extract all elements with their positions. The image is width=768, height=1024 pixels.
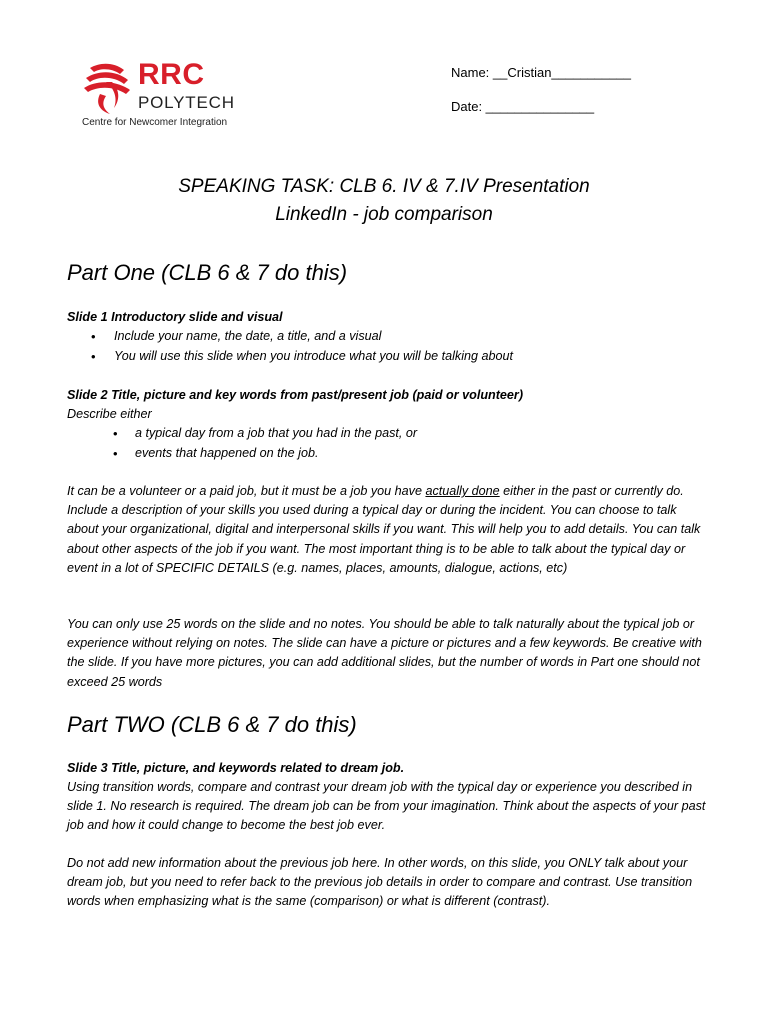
slide2-bullet-list — [135, 424, 715, 463]
rrc-logo-mark-icon — [80, 58, 138, 116]
slide2-paragraph-1 — [67, 482, 707, 578]
paragraph-text: It can be a volunteer or a paid job, but it must be a job you have — [67, 484, 426, 498]
document-title: SPEAKING TASK: CLB 6. IV & 7.IV Presentation — [178, 176, 590, 197]
slide2-title: Slide 2 Title, picture and key words from past/present job (paid or volunteer) — [67, 388, 524, 402]
list-item: • Include your name, the date, a title, and a visual — [114, 327, 714, 347]
slide1-bullet-list — [114, 327, 714, 366]
logo-subtitle: POLYTECH — [138, 93, 235, 112]
part-two-heading: Part TWO (CLB 6 & 7 do this) — [67, 712, 357, 737]
part-one-heading: Part One (CLB 6 & 7 do this) — [67, 260, 348, 285]
slide3-title: Slide 3 Title, picture, and keywords related to dream job. — [67, 761, 405, 775]
rrc-polytech-logo — [80, 58, 240, 132]
date-field: Date: _______________ — [451, 99, 595, 114]
slide2-intro: Describe either — [67, 407, 152, 421]
list-item: • events that happened on the job. — [135, 444, 715, 464]
logo-wordmark: RRC — [138, 58, 205, 91]
list-item: • a typical day from a job that you had in the past, or — [135, 424, 715, 444]
slide2-paragraph-2: You can only use 25 words on the slide and no notes. You should be able to talk naturally about the typical job or experience without relying on notes. The slide can have a picture or pictures and a few keywords. Be creative with the slide. If you have more pictures, you can add additional slides, but the number of words in Part one should not exceed 25 words — [67, 617, 702, 689]
list-item: • You will use this slide when you introduce what you will be talking about — [114, 347, 714, 367]
underlined-text: actually done — [425, 484, 500, 498]
name-field: Name: __Cristian___________ — [451, 65, 631, 80]
slide3-paragraph-1: Using transition words, compare and contrast your dream job with the typical day or experience you described in slide 1. No research is required. The dream job can be from your imagination. Think about the aspects of your past job and how it could change to become the best job ever. — [67, 780, 706, 833]
document-subtitle: LinkedIn - job comparison — [275, 204, 493, 225]
slide3-paragraph-2: Do not add new information about the previous job here. In other words, on this slide, you ONLY talk about your dream job, but you need to refer back to the previous job details in order to compare and contrast. Use transition words when emphasizing what is the same (comparison) or what is different (contrast). — [67, 856, 693, 909]
paragraph-text: either in the past or currently do. Include a description of your skills you used during a typical day or during the incident. You can choose to talk about your organizational, digital and interpersonal skills if you want. This will help you to add details. You can talk about other aspects of the job if you want. The most important thing is to be able to talk about the typical day or event in a lot of SPECIFIC DETAILS (e.g. names, places, amounts, dialogue, actions, etc) — [67, 484, 701, 575]
logo-tagline: Centre for Newcomer Integration — [82, 117, 228, 128]
slide1-title: Slide 1 Introductory slide and visual — [67, 310, 283, 324]
